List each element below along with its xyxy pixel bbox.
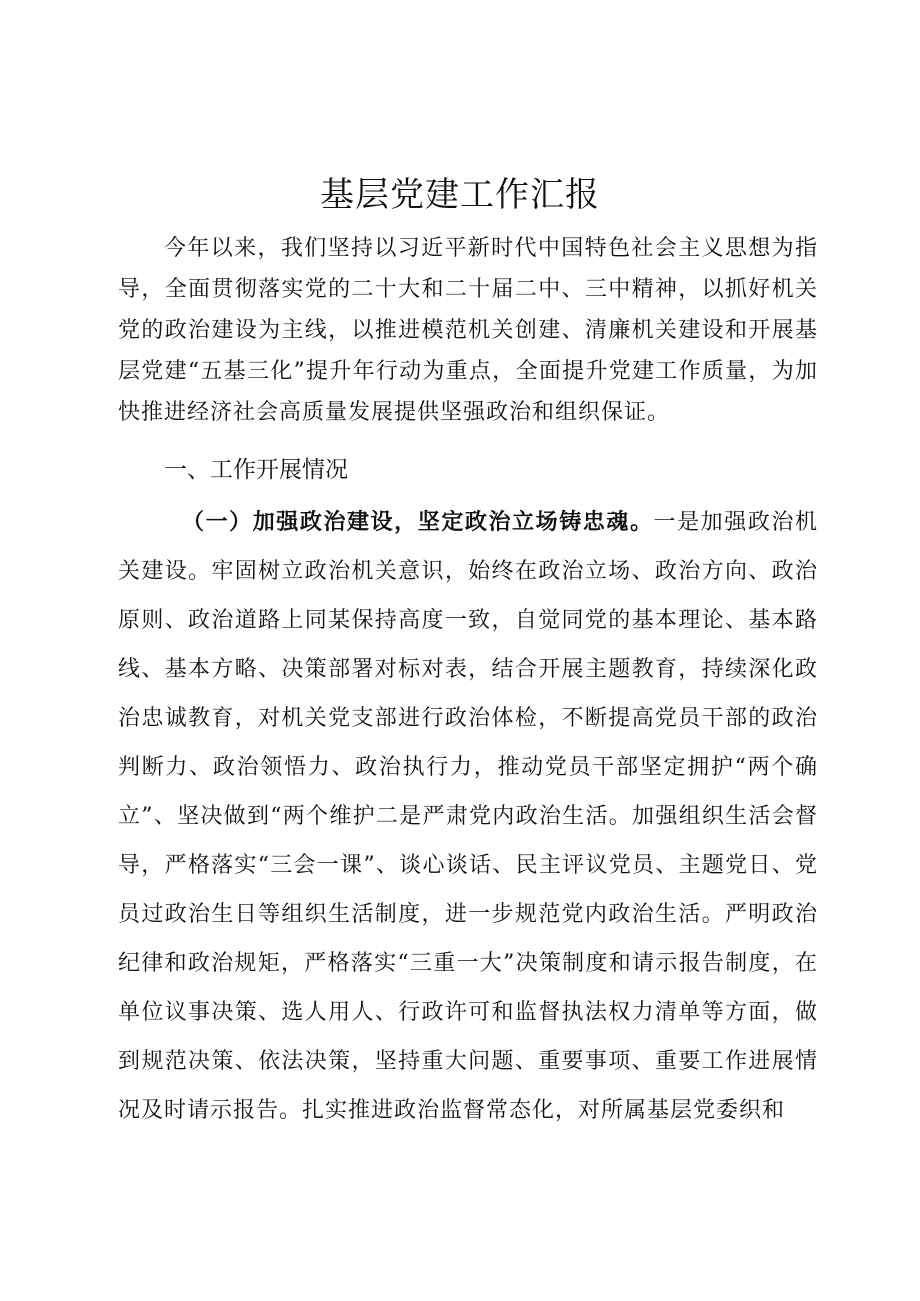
document-title: 基层党建工作汇报 (320, 175, 600, 215)
section-heading: 一、工作开展情况 (164, 457, 348, 483)
intro-paragraph: 今年以来，我们坚持以习近平新时代中国特色社会主义思想为指导，全面贯彻落实党的二十大和二十届二中、三中精神，以抓好机关党的政治建设为主线，以推进模范机关创建、清廉机关建设和开展基层党建“五基三化”提升年行动为重点，全面提升党建工作质量，为加快推进经济社会高质量发展提供坚强政治和组织保证。 (118, 236, 818, 425)
paragraph-lead-heading: （一）加强政治建设，坚定政治立场铸忠魂。 (182, 509, 654, 535)
paragraph-body-text: 一是加强政治机关建设。牢固树立政治机关意识，始终在政治立场、政治方向、政治原则、政治道路上同某保持高度一致，自觉同党的基本理论、基本路线、基本方略、决策部署对标对表，结合开展主题教育，持续深化政治忠诚教育，对机关党支部进行政治体检，不断提高党员干部的政治判断力、政治领悟力、政治执行力，推动党员干部坚定拥护“两个确立”、坚决做到“两个维护二是严肃党内政治生活。加强组织生活会督导，严格落实“三会一课”、谈心谈话、民主评议党员、主题党日、党员过政治生日等组织生活制度，进一步规范党内政治生活。严明政治纪律和政治规矩，严格落实“三重一大”决策制度和请示报告制度，在单位议事决策、选人用人、行政许可和监督执法权力清单等方面，做到规范决策、依法决策，坚持重大问题、重要事项、重要工作进展情况及时请示报告。扎实推进政治监督常态化，对所属基层党委织和 (118, 510, 818, 1123)
section-paragraph (118, 498, 818, 1135)
